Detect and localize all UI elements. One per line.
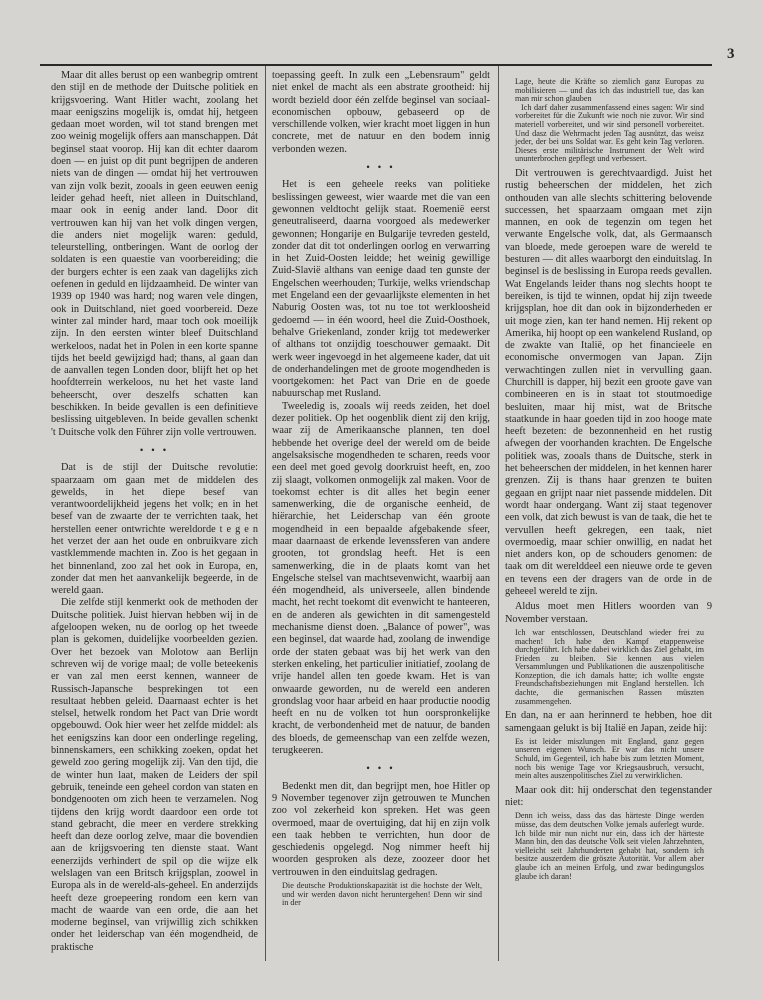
column-2	[272, 70, 490, 912]
section-separator: • • •	[140, 444, 169, 455]
german-quote	[515, 738, 704, 781]
german-quote	[515, 629, 704, 706]
header-rule	[40, 64, 712, 66]
column-1	[51, 70, 258, 954]
quote-text: Denn ich weiss, dass das das härteste Dinge werden müsse, das dem deutschen Volke jemals auferlegt wurde. Ich bilde mir nun nicht nur ein, dass ich der härteste Mann bin, den das deutsche Volk seit vielen Jahrzehnten, vielleicht seit Jahrhunderten gehabt hat, sondern ich besitze auszerdem die gröszte Autorität. Vor allem aber glaube ich an meinen Erfolg, und zwar bedingungslos glaube ich daran!	[515, 811, 704, 881]
quote-text: Die deutsche Produktionskapazität ist die hochste der Welt, und wir werden davon nicht heruntergehen! Denn wir sind in der	[282, 881, 482, 908]
paragraph: toepassing geeft. In zulk een „Lebensraum" geldt niet enkel de macht als een abstrate grootheid: hij wordt bezield door één zelfde beginsel van sociaal-economischen opbouw, gebaseerd op de verschillende volken, wier kracht moet liggen in hun concrete, met de natuur en den bodem innig verbonden wezen.	[272, 70, 490, 155]
paragraph: Dat is de stijl der Duitsche revolutie: spaarzaam om gaan met de middelen des gewelds, in het diepe besef van verantwoordelijkheid jegens het volk; en in het besef van de zwaarte der te verrichten taak, het herstellen eener ontwrichte wereldorde t e g e n het verzet der aan het oude en onbruikvare zich vastklemmende machten in. Zoo is het gegaan in het binnenland, zoo zal het ook in Europa, en, zonder dat men het aanvankelijk begeerde, in de wereld gaan.	[51, 462, 258, 597]
quote-text: Ich war entschlossen, Deutschland wieder frei zu machen! Ich habe den Kampf etappenweise durchgeführt. Ich habe dabei wirklich das Ziel gehabt, im Frieden zu bleiben. Sie kennen aus vielen Versammlungen und Publikationen die auszenpolitische Konzeption, die ich damals hatte; ich wollte engste Freundschaftsbeziehungen mit England herstellen. Ich dachte, die germanischen Rassen müszten zusammengehen.	[515, 627, 704, 706]
german-quote	[282, 882, 482, 908]
paragraph: Maar dit alles berust op een wanbegrip omtrent den stijl en de methode der Duitsche politiek en krijgsvoering. Want Hitler wacht, zoolang het maar eenigszins mogelijk is, omdat hij, hetgeen gedaan moet worden, wil tot stand brengen met zoo weinig mogelijk offers aan manschappen. Dát beginsel staat voorop. Hij kan dit echter daarom doen — en juist op dit punt begrijpen de anderen niets van de dingen — omdat hij het vertrouwen van zijn volk bezit, zooals in geen eeuwen eenig leider gehad heeft, niet alleen in Duitschland, maar ook in eenig ander land. Door dit vertrouwen kan hij van het volk dingen vergen, die anders niet mogelijk waren: geduld, teleurstelling, ontberingen. Want de oorlog der soldaten is een quaestie van voorbereiding; die der burgers echter is een zaak van dagelijks zich oefenen in geduld en lijdzaamheid. De winter van 1939 op 1940 was hard; nog waren vele dingen, ook in Duitschland, niet goed voorbereid. Deze winter zal minder hard, maar toch ook moeilijk zijn. In den eersten winter bleef Duitschland werkeloos, nadat het in Polen in een korte spanne tijds het beeld gewijzigd had; thans, al gaan dan de aanvallen tegen Londen door, blijft het op het hoofdterrein werkeloos, nu het het vaste land beheerscht, over deszelfs schatten kan beschikken. In beide gevallen is een definitieve beslissing uitgebleven. In beide gevallen schenkt 't Duitsche volk den Führer zijn volle vertrouwen.	[51, 70, 258, 438]
quote-text: Lage, heute die Kräfte so ziemlich ganz Europas zu mobilisieren — und das ich das industriell tue, das kan man mir schon glauben	[515, 77, 704, 104]
paragraph: Het is een geheele reeks van politieke beslissingen geweest, wier waarde met die van een gewonnen veldtocht gelijk staat. Roemenië eerst geneutraliseerd, daarna voorgoed als medewerker gewonnen; Hongarije en Bulgarije tevreden gesteld, zonder dat dit tot onderlingen oorlog en verwarring in het Zuid-Oosten leidde; het weinig gewillige Zuid-Slavië althans van eenige daad ten gunste der Engelschen weerhouden; Turkije, welks vriendschap met Engeland een der gevaarlijkste elementen in het Naburig Oosten was, tot nu toe tot werkloosheid gedoemd — in één woord, heel die Zuid-Oosthoek, behalve Griekenland, zonder krijg tot medewerker of althans tot onzijdig toeschouwer gemaakt. Dit werk weer ingevoegd in het algemeene kader, dat uit de onderhandelingen met de groote mogendheden is voortgekomen: het Pact van Drie en de goede nabuurschap met Rusland.	[272, 179, 490, 400]
quote-text: Es ist leider miszlungen mit England, ganz gegen unseren eigenen Wunsch. Er war das nicht unsere Schuld, im Gegenteil, ich habe bis zum letzten Moment, noch bis wenige Tage vor Kriegsausbruch, versucht, mein altes auszenpolitisches Ziel zu verwirklichen.	[515, 736, 704, 781]
section-separator: • • •	[366, 162, 396, 173]
column-3	[505, 78, 712, 885]
column-divider	[265, 66, 266, 961]
section-separator: • • •	[366, 763, 396, 774]
paragraph: Dit vertrouwen is gerechtvaardigd. Juist het rustig beheerschen der middelen, het zich onthouden van alle slechts schittering belovende successen, het spaarzaam omgaan met zijn mannen, en ook de tegenzin om tegen het verwante Engelsche volk, dat, als Germaansch van bloede, mede geroepen ware de wereld te besturen — dit alles waarborgt den einduitslag. In beginsel is de beslissing in Europa reeds gevallen. Wat Engelands leider thans nog slechts hoopt te bereiken, is tijd te winnen, opdat hij zijn tweede krijgsplan, hoe dit dan ook in bijzonderheden er uit moge zien, kan ter hand nemen. Hij rekent op Amerika, hij hoopt op een wankelend Rusland, op de zwakte van Italië, op het financieele en economische onvermogen van Japan. Zijn verwachtingen zullen niet in vervulling gaan. Churchill is dapper, hij bezit een groote gave van combineeren en is in staat tot stoutmoedige besluiten, maar hij mist, wat de Britsche staatkunde in haar goeden tijd in zoo hooge mate heeft bezeten: de bezonnenheid en het rustig afwegen der voorhanden krachten. De Engelsche politiek was, zooals thans de Duitsche, sterk in het beheerschen der middelen, in het kennen harer grenzen. Zij is thans haar grenzen te buiten gegaan en grijpt naar niet passende middelen. Dit wordt haar ondergang. Want zij staat tegenover een volk, dat zich bewust is van de taak, die het te vervullen heeft gekregen, een taak, niet overmoedig, maar schier onwillig, en nadat het niet anders kon, op de schouders genomen: de taak om dit werelddeel een nieuwe orde te geven en tevens een der dragers van de orde in de geheeel wereld te zijn.	[505, 167, 712, 598]
german-quote	[515, 78, 704, 164]
column-divider	[498, 66, 499, 961]
paragraph: Aldus moet men Hitlers woorden van 9 November verstaan.	[505, 601, 712, 625]
german-quote	[515, 812, 704, 881]
paragraph: Die zelfde stijl kenmerkt ook de methoden der Duitsche politiek. Juist hiervan hebben wij in de afgeloopen weken, nu de oorlog op het tweede plan is gekomen, duidelijke voorbeelden gezien. Over het bezoek van Molotow aan Berlijn schreven wij de vorige maal; de volle beteekenis er van zal men eerst kennen, wanneer de Russisch-Japansche besprekingen tot een resultaat hebben geleid. Daarnaast echter is het stelsel, hetwelk rondom het Pact van Drie wordt opgebouwd. Ook hier weer het zelfde middel: als het eenigszins kan door een onderlinge regeling, binnenskamers, een schikking zoeken, opdat het geweld zoo gering mogelijk zij. Van den tijd, die de winter hun laat, maken de Leiders der spil gebruik, teneinde een geheel cordon van staten en bondgenooten om zich heen te verzamelen. Nog tijdens den krijg wordt daardoor een orde tot stand gebracht, die meer en verdere strekking heeft dan deze oorlog zelve, maar die bovendien aan de krijgsvoering ten dienste staat. Want eenerzijds verhindert de spil op die wijze elk welslagen van een Britsch krijgsplan, zoowel in Europa als in de wereld-als-geheel. En anderzijds heeft deze groepeering rondom een kern van macht de waarde van een orde, die aan het moderne beginsel, van vrijwillig zich schikken onder het leiderschap van één mogendheid, de praktische	[51, 597, 258, 953]
quote-text: Ich darf daher zusammenfassend eines sagen: Wir sind vorbereitet für die Zukunft wie noch nie zuvor. Wir sind materiell vorbereitet, und wir sind personell vorbereitet. Und dasz die Wehrmacht jeden Tag ausnützt, das weisz jeder, der bei uns Soldat war. Es geht kein Tag verloren. Dieses erste militärische Instrument der Welt wird ununterbrochen gepflegt und verbessert.	[515, 102, 704, 164]
paragraph: Tweeledig is, zooals wij reeds zeiden, het doel dezer politiek. Op het oogenblik dient zij den krijg, waar zij de Amerikaansche plannen, ten doel hebbende het overige deel der wereld om de beide angelsaksische mogendheden te scharen, reeds voor een deel met goed gevolg doorkruist heeft, en, zoo zij slaagt, volkomen onmogelijk zal maken. Voor de toekomst echter is dit alles het begin eener samenwerking, die de organische eenheid, de hiërarchie, het Leiderschap van één groote mogendheid in een bepaalde afgebakende sfeer, maar daarnaast de erkende levenssferen van andere grooten, tot grondslag heeft. Het is een samenwerking, die in de plaats komt van het Engelsche stelsel van machtsevenwicht, waarbij aan één mogendheid, als universeele, allen bindende macht, het recht toekomt dit evenwicht te hanteeren, en de anderen als gewichten in dit samengesteld mechanisme dienst doen. „Balance of power", was een beginsel, dat waarde had, zoolang de inwendige orde der staten gebaat was bij het werk van den sterken enkeling, het particulier initiatief, zoolang de vrije handel allen ten goede kwam. Het is van onwaarde geworden, nu de wereld een anderen grondslag voor haar arbeid en haar productie noodig heeft en nu de volken tot hun oorspronkelijke kracht, de verbondenheid met de natuur, de banden des bloeds, de gemeenschap van een zelfde wezen, terugkeeren.	[272, 400, 490, 757]
paragraph: En dan, na er aan herinnerd te hebben, hoe dit samengaan gelukt is bij Italië en Japan, zeide hij:	[505, 710, 712, 734]
paragraph: Maar ook dit: hij onderschat den tegenstander niet:	[505, 784, 712, 809]
paragraph: Bedenkt men dit, dan begrijpt men, hoe Hitler op 9 November tegenover zijn getrouwen te Munchen zoo vol zekerheid kon spreken. Het was geen overmoed, maar de overtuiging, dat hij en zijn volk een taak hebben te verrichten, hun door de geschiedenis opgelegd. Nog nimmer heeft hij woorden gesproken als deze, zoozeer door het vertrouwen in den einduitslag gedragen.	[272, 780, 490, 878]
page-number: 3	[727, 46, 735, 62]
